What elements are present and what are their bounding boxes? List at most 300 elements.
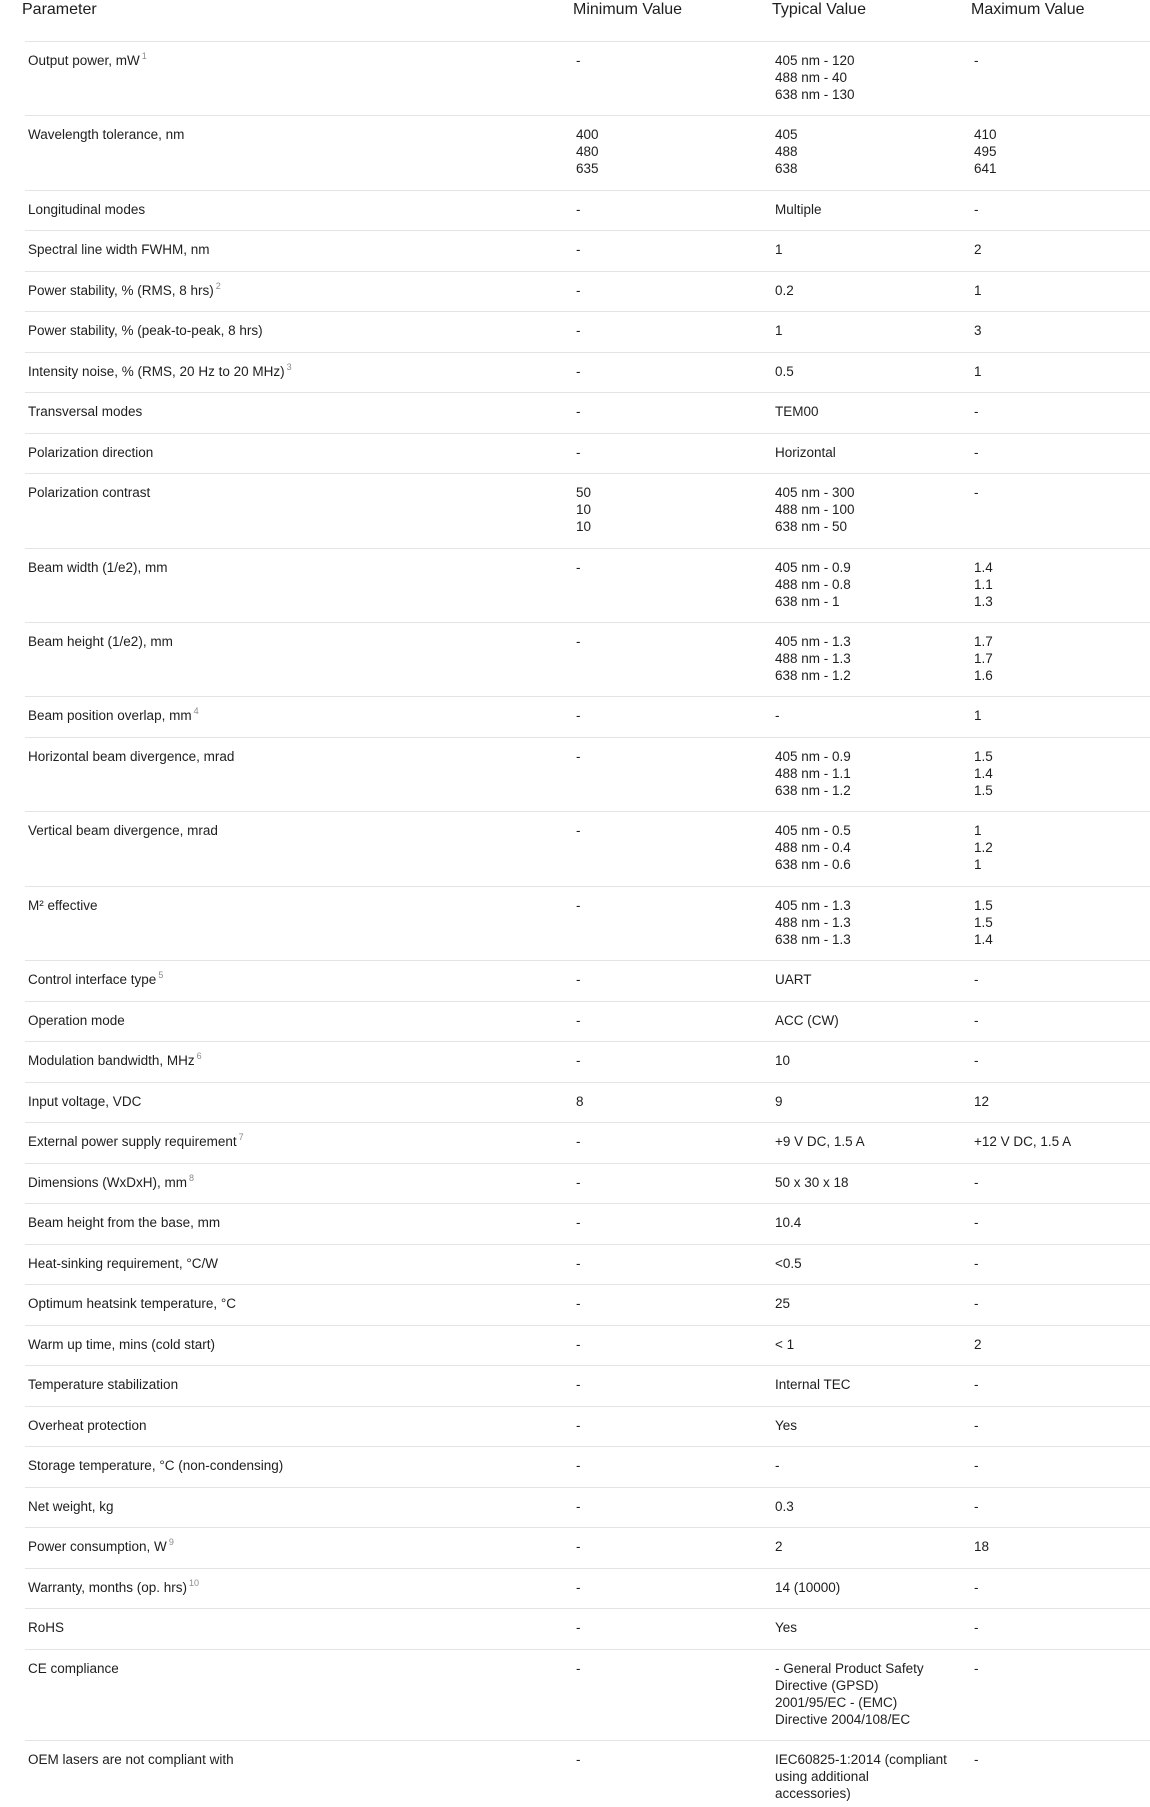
value-line: 638: [775, 161, 798, 177]
maximum-value-cell: [974, 1245, 1150, 1285]
value-line: -: [576, 1012, 581, 1028]
value-line: -: [576, 559, 581, 575]
value-line: -: [576, 1660, 581, 1676]
value-line: -: [576, 1255, 581, 1271]
value-line: 638 nm - 0.6: [775, 857, 851, 873]
value-line: -: [576, 1053, 581, 1069]
table-row: [25, 1042, 1150, 1083]
maximum-value-cell: [974, 1366, 1150, 1406]
value-line: 1.4: [974, 765, 993, 781]
minimum-value-cell: [576, 312, 775, 352]
table-row: [25, 1407, 1150, 1448]
minimum-value-cell: [576, 1083, 775, 1123]
value-line: -: [974, 1579, 979, 1595]
footnote-marker: 10: [189, 1577, 200, 1588]
table-row: [25, 312, 1150, 353]
maximum-value-cell: [974, 812, 1150, 885]
parameter-cell: [25, 191, 576, 231]
value-line: 1.5: [974, 782, 993, 798]
parameter-name: Heat-sinking requirement, °C/W: [28, 1255, 218, 1271]
value-line: -: [576, 404, 581, 420]
value-line: 405 nm - 120: [775, 53, 855, 68]
parameter-name: Dimensions (WxDxH), mm: [28, 1174, 188, 1190]
value-line: -: [576, 323, 581, 339]
maximum-value-cell: [974, 191, 1150, 231]
footnote-marker: 8: [189, 1172, 195, 1183]
value-line: -: [576, 53, 581, 68]
minimum-value-cell: [576, 1245, 775, 1285]
parameter-name: External power supply requirement: [28, 1134, 237, 1150]
footnote-marker: 5: [158, 970, 164, 981]
value-line: 50 x 30 x 18: [775, 1174, 849, 1190]
value-line: 1: [775, 242, 783, 258]
typical-value-cell: [775, 1741, 974, 1807]
value-line: 488 nm - 0.8: [775, 576, 851, 592]
value-line: -: [576, 242, 581, 258]
maximum-value-cell: [974, 1447, 1150, 1487]
maximum-value-cell: [974, 1083, 1150, 1123]
footnote-marker: 6: [196, 1051, 202, 1062]
value-line: 0.5: [775, 363, 794, 379]
parameter-cell: [25, 312, 576, 352]
typical-value-cell: [775, 1285, 974, 1325]
value-line: -: [775, 708, 780, 724]
maximum-value-cell: [974, 42, 1150, 115]
value-line: -: [974, 972, 979, 988]
footnote-marker: 4: [193, 706, 199, 717]
value-line: 488 nm - 0.4: [775, 840, 851, 856]
value-line: 1.7: [974, 634, 993, 650]
value-line: -: [974, 1053, 979, 1069]
maximum-value-cell: [974, 1204, 1150, 1244]
value-line: 488 nm - 100: [775, 502, 855, 518]
parameter-cell: [25, 434, 576, 474]
maximum-value-cell: [974, 474, 1150, 547]
table-row: [25, 1245, 1150, 1286]
table-row: [25, 474, 1150, 548]
maximum-value-cell: [974, 1488, 1150, 1528]
table-row: [25, 812, 1150, 886]
typical-value-cell: [775, 549, 974, 622]
table-row: [25, 1609, 1150, 1650]
minimum-value-cell: [576, 1609, 775, 1649]
header-minimum-value: Minimum Value: [573, 1, 683, 18]
table-row: [25, 434, 1150, 475]
footnote-marker: 7: [238, 1132, 244, 1143]
value-line: -: [576, 1134, 581, 1150]
parameter-cell: [25, 1326, 576, 1366]
value-line: 638 nm - 130: [775, 87, 855, 102]
maximum-value-cell: [974, 549, 1150, 622]
value-line: -: [576, 897, 581, 913]
footnote-marker: 1: [141, 51, 147, 61]
value-line: 638 nm - 1.3: [775, 931, 851, 947]
value-line: 12: [974, 1093, 990, 1109]
table-row: [25, 1366, 1150, 1407]
parameter-cell: [25, 42, 576, 115]
value-line: 0.2: [775, 282, 794, 298]
typical-value-cell: [775, 191, 974, 231]
maximum-value-cell: [974, 1326, 1150, 1366]
value-line: Internal TEC: [775, 1377, 851, 1393]
typical-value-cell: [775, 1204, 974, 1244]
value-line: -: [974, 1620, 979, 1636]
value-line: -: [576, 1296, 581, 1312]
value-line: 10: [576, 502, 592, 518]
value-line: Horizontal: [775, 444, 836, 460]
value-line: 10.4: [775, 1215, 802, 1231]
parameter-name: OEM lasers are not compliant with: [28, 1751, 234, 1767]
typical-value-cell: [775, 42, 974, 115]
header-maximum-value: Maximum Value: [971, 1, 1085, 18]
value-line: 405 nm - 1.3: [775, 897, 851, 913]
value-line: 488 nm - 1.3: [775, 914, 851, 930]
value-line: -: [974, 444, 979, 460]
value-line: ACC (CW): [775, 1012, 839, 1028]
parameter-cell: [25, 1569, 576, 1609]
parameter-cell: [25, 1528, 576, 1568]
parameter-cell: [25, 1741, 576, 1807]
value-line: 14 (10000): [775, 1579, 841, 1595]
minimum-value-cell: [576, 887, 775, 960]
parameter-cell: [25, 1650, 576, 1740]
value-line: -: [974, 53, 979, 68]
value-line: -: [576, 1539, 581, 1555]
value-line: 405 nm - 0.5: [775, 823, 851, 839]
table-row: [25, 887, 1150, 961]
value-line: 1.1: [974, 576, 993, 592]
value-line: -: [576, 634, 581, 650]
table-row: [25, 1447, 1150, 1488]
value-line: -: [974, 1255, 979, 1271]
table-row: [25, 1528, 1150, 1569]
value-line: 9: [775, 1093, 783, 1109]
minimum-value-cell: [576, 1285, 775, 1325]
value-line: Directive (GPSD): [775, 1677, 879, 1693]
minimum-value-cell: [576, 42, 775, 115]
table-row: [25, 191, 1150, 232]
value-line: 641: [974, 161, 997, 177]
parameter-name: Input voltage, VDC: [28, 1093, 142, 1109]
value-line: -: [576, 363, 581, 379]
typical-value-cell: [775, 1083, 974, 1123]
parameter-cell: [25, 549, 576, 622]
value-line: -: [576, 1751, 581, 1767]
parameter-name: Polarization contrast: [28, 485, 151, 501]
value-line: 488 nm - 40: [775, 70, 848, 85]
maximum-value-cell: [974, 1123, 1150, 1163]
minimum-value-cell: [576, 474, 775, 547]
value-line: 1.3: [974, 593, 993, 609]
parameter-name: Transversal modes: [28, 404, 143, 420]
value-line: 480: [576, 144, 599, 160]
value-line: 25: [775, 1296, 791, 1312]
table-row: [25, 231, 1150, 272]
parameter-cell: [25, 1002, 576, 1042]
table-row: [25, 1285, 1150, 1326]
typical-value-cell: [775, 1447, 974, 1487]
value-line: 638 nm - 1: [775, 593, 840, 609]
parameter-name: Warranty, months (op. hrs): [28, 1579, 188, 1595]
value-line: 638 nm - 50: [775, 519, 848, 535]
value-line: 1.4: [974, 559, 993, 575]
value-line: IEC60825-1:2014 (compliant: [775, 1751, 947, 1767]
parameter-cell: [25, 887, 576, 960]
value-line: 18: [974, 1539, 990, 1555]
table-row: [25, 1650, 1150, 1741]
table-row: [25, 1164, 1150, 1205]
value-line: 1.7: [974, 651, 993, 667]
value-line: 488 nm - 1.3: [775, 651, 851, 667]
table-row: [25, 1002, 1150, 1043]
value-line: < 1: [775, 1336, 795, 1352]
parameter-cell: [25, 812, 576, 885]
value-line: 405: [775, 127, 798, 143]
maximum-value-cell: [974, 312, 1150, 352]
minimum-value-cell: [576, 1447, 775, 1487]
typical-value-cell: [775, 434, 974, 474]
table-body: [25, 42, 1150, 1807]
value-line: 1.2: [974, 840, 993, 856]
value-line: -: [974, 1174, 979, 1190]
typical-value-cell: [775, 1042, 974, 1082]
typical-value-cell: [775, 231, 974, 271]
maximum-value-cell: [974, 1407, 1150, 1447]
parameter-cell: [25, 1488, 576, 1528]
typical-value-cell: [775, 353, 974, 393]
parameter-name: Power stability, % (RMS, 8 hrs): [28, 282, 214, 298]
value-line: -: [576, 708, 581, 724]
typical-value-cell: [775, 1366, 974, 1406]
table-row: [25, 1204, 1150, 1245]
minimum-value-cell: [576, 738, 775, 811]
parameter-cell: [25, 474, 576, 547]
parameter-name: Net weight, kg: [28, 1498, 114, 1514]
value-line: -: [576, 1174, 581, 1190]
parameter-name: Control interface type: [28, 972, 157, 988]
value-line: -: [576, 1579, 581, 1595]
parameter-cell: [25, 1285, 576, 1325]
value-line: -: [974, 404, 979, 420]
footnote-marker: 3: [286, 361, 292, 372]
parameter-name: Horizontal beam divergence, mrad: [28, 748, 235, 764]
table-row: [25, 738, 1150, 812]
value-line: Yes: [775, 1620, 798, 1636]
minimum-value-cell: [576, 961, 775, 1001]
parameter-cell: [25, 1245, 576, 1285]
value-line: 2: [974, 1336, 982, 1352]
minimum-value-cell: [576, 1042, 775, 1082]
maximum-value-cell: [974, 1042, 1150, 1082]
maximum-value-cell: [974, 231, 1150, 271]
value-line: -: [974, 1377, 979, 1393]
value-line: 50: [576, 485, 592, 501]
minimum-value-cell: [576, 1326, 775, 1366]
value-line: 405 nm - 0.9: [775, 559, 851, 575]
parameter-name: Beam height from the base, mm: [28, 1215, 221, 1231]
value-line: 1: [775, 323, 783, 339]
value-line: -: [576, 282, 581, 298]
value-line: 1.5: [974, 914, 993, 930]
table-row: [25, 1569, 1150, 1610]
value-line: -: [576, 1417, 581, 1433]
minimum-value-cell: [576, 434, 775, 474]
typical-value-cell: [775, 1002, 974, 1042]
value-line: 405 nm - 300: [775, 485, 855, 501]
table-row: [25, 272, 1150, 313]
typical-value-cell: [775, 1609, 974, 1649]
value-line: -: [974, 485, 979, 501]
parameter-cell: [25, 961, 576, 1001]
value-line: -: [974, 201, 979, 217]
typical-value-cell: [775, 738, 974, 811]
typical-value-cell: [775, 116, 974, 189]
value-line: 1: [974, 857, 982, 873]
maximum-value-cell: [974, 738, 1150, 811]
typical-value-cell: [775, 1245, 974, 1285]
parameter-name: Vertical beam divergence, mrad: [28, 823, 218, 839]
minimum-value-cell: [576, 272, 775, 312]
parameter-name: Warm up time, mins (cold start): [28, 1336, 216, 1352]
maximum-value-cell: [974, 393, 1150, 433]
maximum-value-cell: [974, 1569, 1150, 1609]
typical-value-cell: [775, 623, 974, 696]
parameter-cell: [25, 1204, 576, 1244]
value-line: 1: [974, 282, 982, 298]
value-line: -: [576, 823, 581, 839]
maximum-value-cell: [974, 1741, 1150, 1807]
parameter-name: Modulation bandwidth, MHz: [28, 1053, 195, 1069]
parameter-name: Longitudinal modes: [28, 201, 146, 217]
typical-value-cell: [775, 1407, 974, 1447]
parameter-cell: [25, 697, 576, 737]
maximum-value-cell: [974, 697, 1150, 737]
parameter-name: CE compliance: [28, 1660, 119, 1676]
value-line: -: [576, 1377, 581, 1393]
table-row: [25, 1123, 1150, 1164]
value-line: <0.5: [775, 1255, 802, 1271]
value-line: 2: [974, 242, 982, 258]
typical-value-cell: [775, 812, 974, 885]
typical-value-cell: [775, 887, 974, 960]
typical-value-cell: [775, 474, 974, 547]
parameter-cell: [25, 1366, 576, 1406]
parameter-cell: [25, 1123, 576, 1163]
maximum-value-cell: [974, 1609, 1150, 1649]
value-line: +9 V DC, 1.5 A: [775, 1134, 865, 1150]
table-row: [25, 42, 1150, 116]
typical-value-cell: [775, 393, 974, 433]
minimum-value-cell: [576, 116, 775, 189]
table-row: [25, 623, 1150, 697]
minimum-value-cell: [576, 231, 775, 271]
maximum-value-cell: [974, 353, 1150, 393]
value-line: 638 nm - 1.2: [775, 668, 851, 684]
header-parameter: Parameter: [22, 1, 97, 18]
value-line: using additional: [775, 1768, 869, 1784]
value-line: -: [974, 1012, 979, 1028]
value-line: 635: [576, 161, 599, 177]
typical-value-cell: [775, 312, 974, 352]
minimum-value-cell: [576, 1002, 775, 1042]
value-line: 1: [974, 823, 982, 839]
value-line: 10: [775, 1053, 791, 1069]
value-line: 2: [775, 1539, 783, 1555]
typical-value-cell: [775, 697, 974, 737]
table-row: [25, 1083, 1150, 1124]
value-line: -: [576, 201, 581, 217]
maximum-value-cell: [974, 272, 1150, 312]
value-line: -: [974, 1751, 979, 1767]
maximum-value-cell: [974, 434, 1150, 474]
value-line: 405 nm - 0.9: [775, 748, 851, 764]
parameter-cell: [25, 1164, 576, 1204]
footnote-marker: 2: [215, 280, 221, 291]
table-row: [25, 697, 1150, 738]
parameter-name: Optimum heatsink temperature, °C: [28, 1296, 236, 1312]
maximum-value-cell: [974, 1285, 1150, 1325]
value-line: -: [576, 1620, 581, 1636]
parameter-cell: [25, 1042, 576, 1082]
value-line: -: [576, 748, 581, 764]
specifications-table: [22, 0, 1150, 1807]
parameter-cell: [25, 1407, 576, 1447]
value-line: -: [576, 972, 581, 988]
parameter-name: Beam height (1/e2), mm: [28, 634, 173, 650]
typical-value-cell: [775, 1569, 974, 1609]
value-line: 410: [974, 127, 997, 143]
parameter-name: Beam position overlap, mm: [28, 708, 192, 724]
minimum-value-cell: [576, 697, 775, 737]
typical-value-cell: [775, 961, 974, 1001]
value-line: - General Product Safety: [775, 1660, 924, 1676]
maximum-value-cell: [974, 1002, 1150, 1042]
value-line: 1.6: [974, 668, 993, 684]
parameter-cell: [25, 1609, 576, 1649]
value-line: accessories): [775, 1785, 851, 1801]
value-line: 1: [974, 708, 982, 724]
value-line: UART: [775, 972, 812, 988]
value-line: 1.5: [974, 897, 993, 913]
value-line: TEM00: [775, 404, 819, 420]
value-line: 1.4: [974, 931, 993, 947]
typical-value-cell: [775, 1326, 974, 1366]
value-line: Yes: [775, 1417, 798, 1433]
value-line: 0.3: [775, 1498, 794, 1514]
maximum-value-cell: [974, 1650, 1150, 1740]
minimum-value-cell: [576, 191, 775, 231]
parameter-name: Polarization direction: [28, 444, 154, 460]
parameter-cell: [25, 231, 576, 271]
maximum-value-cell: [974, 1528, 1150, 1568]
value-line: 488 nm - 1.1: [775, 765, 851, 781]
table-row: [25, 393, 1150, 434]
parameter-name: Temperature stabilization: [28, 1377, 179, 1393]
parameter-name: RoHS: [28, 1620, 65, 1636]
table-row: [25, 1488, 1150, 1529]
parameter-cell: [25, 393, 576, 433]
value-line: -: [974, 1498, 979, 1514]
header-typical-value: Typical Value: [772, 1, 866, 18]
table-row: [25, 549, 1150, 623]
value-line: 638 nm - 1.2: [775, 782, 851, 798]
maximum-value-cell: [974, 961, 1150, 1001]
value-line: 10: [576, 519, 592, 535]
value-line: -: [974, 1660, 979, 1676]
minimum-value-cell: [576, 1741, 775, 1807]
value-line: -: [775, 1458, 780, 1474]
table-row: [25, 353, 1150, 394]
